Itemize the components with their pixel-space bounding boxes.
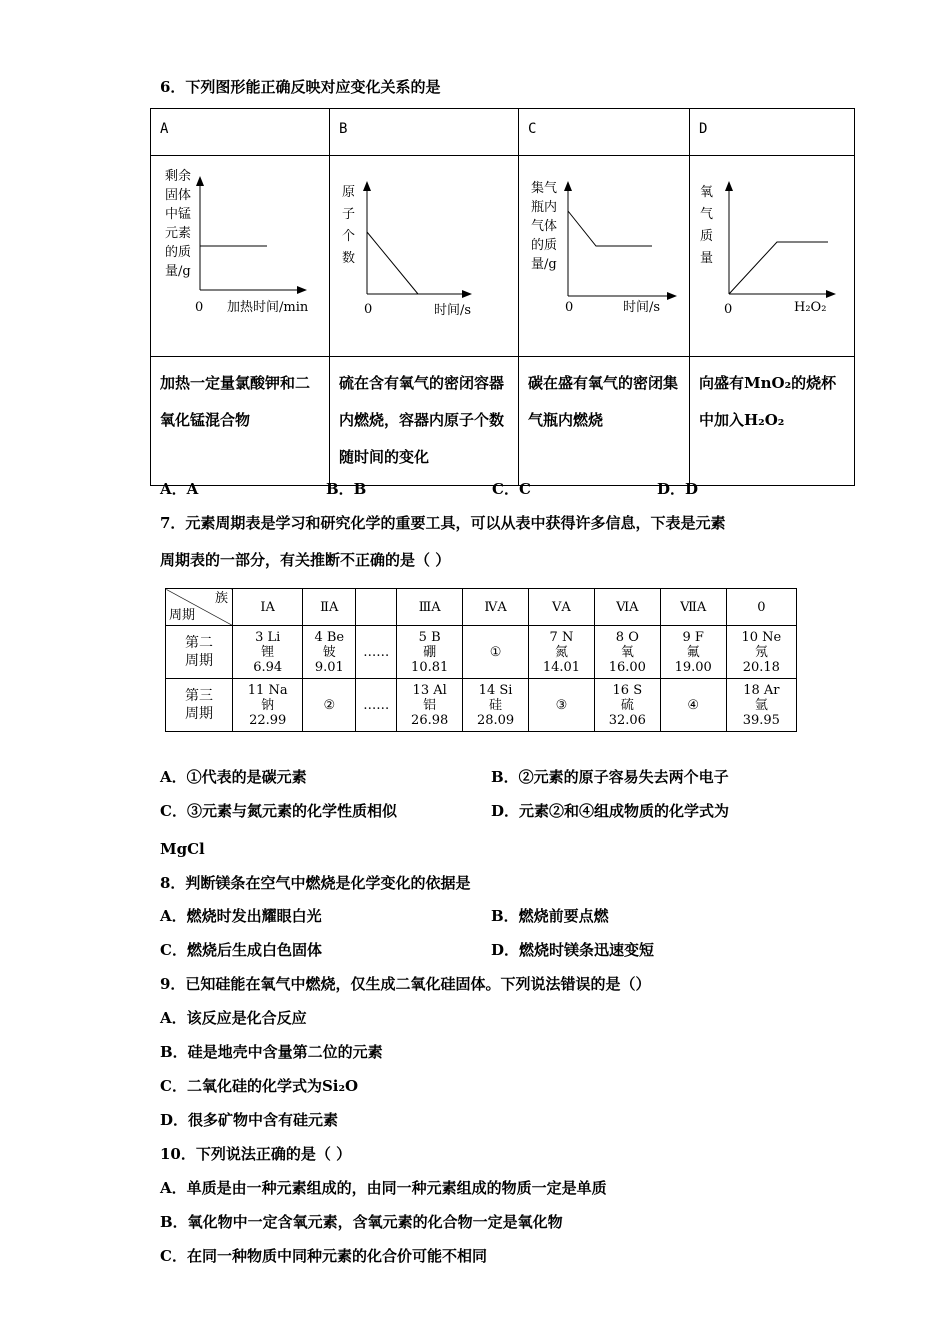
graph-d-ylabel: 质: [700, 229, 714, 244]
q9-title: 9．已知硅能在氧气中燃烧，仅生成二氧化硅固体。下列说法错误的是（）: [160, 975, 651, 993]
graph-b-ylabel: 数: [342, 251, 356, 266]
desc-b: 硫在含有氧气的密闭容器内燃烧，容器内原子个数随时间的变化: [330, 357, 519, 486]
q8-option-b[interactable]: B．燃烧前要点燃: [491, 907, 609, 925]
element-cell: [303, 626, 356, 679]
atomic-mass: 19.00: [674, 659, 712, 675]
graph-b: [330, 156, 519, 357]
q6-option-b[interactable]: B．B: [326, 480, 367, 498]
corner-cell: [166, 589, 233, 626]
element-cell: [397, 679, 463, 732]
q8-title: 8．判断镁条在空气中燃烧是化学变化的依据是: [160, 874, 471, 892]
element-cell: [660, 626, 726, 679]
desc-c: 碳在盛有氧气的密闭集气瓶内燃烧: [519, 357, 690, 486]
q7-stem-line1: 7．元素周期表是学习和研究化学的重要工具，可以从表中获得许多信息，下表是元素: [160, 514, 726, 532]
group-header: ⅦA: [660, 589, 726, 626]
element-cell: [233, 679, 303, 732]
q6-option-c[interactable]: C．C: [492, 480, 531, 498]
graph-c-ylabel: 气体: [531, 219, 558, 234]
group-header: ⅡA: [303, 589, 356, 626]
element-cell: [356, 626, 397, 679]
element-cell: [463, 626, 529, 679]
cell-marker: ②: [323, 697, 336, 713]
period-label: 第三周期: [166, 679, 233, 732]
graph-c-ylabel: 的质: [531, 238, 558, 253]
graph-d-ylabel: 量: [700, 251, 714, 266]
atomic-mass: 14.01: [542, 659, 581, 675]
cell-marker: ①: [489, 644, 502, 660]
graph-b-ylabel: 原: [342, 185, 356, 200]
element-symbol: 13 Al: [412, 682, 447, 698]
element-cell: [726, 626, 796, 679]
corner-period-label: 周期: [169, 608, 196, 623]
atomic-mass: 16.00: [608, 659, 646, 675]
graph-d-ylabel: 气: [700, 207, 714, 222]
q6-option-d[interactable]: D．D: [657, 480, 699, 498]
atomic-mass: 6.94: [253, 659, 283, 675]
cell-marker: ……: [363, 644, 390, 660]
graph-c-xlabel: 时间/s: [623, 300, 661, 315]
element-cell: [463, 679, 529, 732]
element-symbol: 10 Ne: [741, 629, 782, 645]
element-name: 硫: [620, 697, 634, 713]
element-symbol: 5 B: [418, 629, 441, 645]
q6-header-c: C: [519, 109, 690, 156]
graph-a-ylabel: 剩余: [165, 169, 192, 184]
period-label: 第二周期: [166, 626, 233, 679]
element-name: 氮: [554, 644, 568, 660]
q9-option-d[interactable]: D．很多矿物中含有硅元素: [160, 1111, 339, 1129]
graph-a-ylabel: 量/g: [165, 264, 191, 279]
element-cell: [233, 626, 303, 679]
group-header: ⅠA: [233, 589, 303, 626]
element-name: 铝: [423, 697, 437, 713]
graph-d-origin: 0: [724, 302, 733, 317]
element-symbol: 18 Ar: [743, 682, 780, 698]
element-name: 氧: [620, 644, 634, 660]
graph-a-origin: 0: [195, 300, 204, 315]
group-header: ⅥA: [594, 589, 660, 626]
element-symbol: 3 Li: [255, 629, 281, 645]
element-symbol: 7 N: [549, 629, 574, 645]
desc-d: 向盛有MnO₂的烧杯中加入H₂O₂: [690, 357, 855, 486]
element-symbol: 11 Na: [247, 682, 288, 698]
element-symbol: 14 Si: [478, 682, 513, 698]
q10-option-a[interactable]: A．单质是由一种元素组成的，由同一种元素组成的物质一定是单质: [160, 1179, 607, 1197]
q8-option-a[interactable]: A．燃烧时发出耀眼白光: [160, 907, 322, 925]
q7-option-c[interactable]: C．③元素与氮元素的化学性质相似: [160, 802, 397, 820]
element-name: 钠: [261, 697, 275, 713]
element-cell: [303, 679, 356, 732]
q10-title: 10．下列说法正确的是（ ）: [160, 1145, 352, 1163]
element-name: 硅: [489, 697, 503, 713]
group-header: ⅤA: [529, 589, 595, 626]
element-cell: [529, 679, 595, 732]
graph-b-ylabel: 个: [342, 229, 356, 244]
q10-option-b[interactable]: B．氧化物中一定含氧元素，含氧元素的化合物一定是氧化物: [160, 1213, 563, 1231]
q7-option-d[interactable]: D．元素②和④组成物质的化学式为: [491, 802, 730, 820]
graph-a-ylabel: 元素: [165, 226, 192, 241]
graph-a-ylabel: 中锰: [165, 207, 192, 222]
q8-option-c[interactable]: C．燃烧后生成白色固体: [160, 941, 322, 959]
group-header: ⅣA: [463, 589, 529, 626]
graph-c: [519, 156, 690, 357]
graph-b-origin: 0: [364, 302, 373, 317]
q6-title: 6．下列图形能正确反映对应变化关系的是: [160, 78, 441, 96]
graph-b-xlabel: 时间/s: [434, 303, 472, 318]
q6-header-b: B: [330, 109, 519, 156]
q7-option-d-continuation: MgCl: [160, 840, 205, 858]
element-name: 氩: [754, 697, 768, 713]
q7-option-a[interactable]: A．①代表的是碳元素: [160, 768, 307, 786]
element-name: 氖: [754, 644, 768, 660]
q10-option-c[interactable]: C．在同一种物质中同种元素的化合价可能不相同: [160, 1247, 487, 1265]
q8-option-d[interactable]: D．燃烧时镁条迅速变短: [491, 941, 655, 959]
graph-a-ylabel: 固体: [165, 188, 192, 203]
element-name: 锂: [261, 644, 275, 660]
graph-c-ylabel: 量/g: [531, 257, 557, 272]
q9-option-a[interactable]: A．该反应是化合反应: [160, 1009, 307, 1027]
group-header: ⅢA: [397, 589, 463, 626]
graph-a: [151, 156, 330, 357]
q6-header-a: A: [151, 109, 330, 156]
atomic-mass: 10.81: [411, 659, 449, 675]
atomic-mass: 26.98: [411, 712, 449, 728]
group-header: 0: [726, 589, 796, 626]
q7-option-b[interactable]: B．②元素的原子容易失去两个电子: [491, 768, 729, 786]
element-symbol: 16 S: [612, 682, 643, 698]
element-cell: [529, 626, 595, 679]
element-symbol: 8 O: [615, 629, 639, 645]
q7-stem-line2: 周期表的一部分，有关推断不正确的是（ ）: [160, 551, 451, 569]
graph-d: [690, 156, 855, 357]
element-name: 硼: [423, 644, 437, 660]
atomic-mass: 20.18: [742, 659, 780, 675]
q6-table: [150, 108, 855, 486]
element-name: 氟: [686, 644, 700, 660]
cell-marker: ④: [687, 697, 700, 713]
group-header: [356, 589, 397, 626]
graph-d-ylabel: 氧: [700, 185, 714, 200]
q6-option-a[interactable]: A．A: [160, 480, 199, 498]
periodic-table: [165, 588, 797, 732]
element-symbol: 9 F: [682, 629, 704, 645]
element-cell: [397, 626, 463, 679]
q6-header-d: D: [690, 109, 855, 156]
graph-c-origin: 0: [565, 300, 574, 315]
atomic-mass: 22.99: [249, 712, 287, 728]
graph-c-ylabel: 瓶内: [531, 200, 558, 215]
desc-a: 加热一定量氯酸钾和二氧化锰混合物: [151, 357, 330, 486]
atomic-mass: 32.06: [608, 712, 646, 728]
cell-marker: ③: [555, 697, 568, 713]
atomic-mass: 28.09: [476, 712, 515, 728]
atomic-mass: 39.95: [742, 712, 780, 728]
element-cell: [356, 679, 397, 732]
graph-d-xlabel: H₂O₂: [794, 300, 827, 315]
element-cell: [594, 626, 660, 679]
element-name: 铍: [322, 644, 336, 660]
graph-a-xlabel: 加热时间/min: [227, 300, 309, 315]
q9-option-b[interactable]: B．硅是地壳中含量第二位的元素: [160, 1043, 383, 1061]
graph-b-ylabel: 子: [342, 207, 356, 222]
element-cell: [726, 679, 796, 732]
element-symbol: 4 Be: [314, 629, 345, 645]
element-cell: [594, 679, 660, 732]
atomic-mass: 9.01: [314, 659, 344, 675]
corner-group-label: 族: [214, 591, 228, 606]
q9-option-c[interactable]: C．二氧化硅的化学式为Si₂O: [160, 1077, 359, 1095]
graph-c-ylabel: 集气: [531, 181, 558, 196]
cell-marker: ……: [363, 697, 390, 713]
graph-a-ylabel: 的质: [165, 245, 192, 260]
element-cell: [660, 679, 726, 732]
